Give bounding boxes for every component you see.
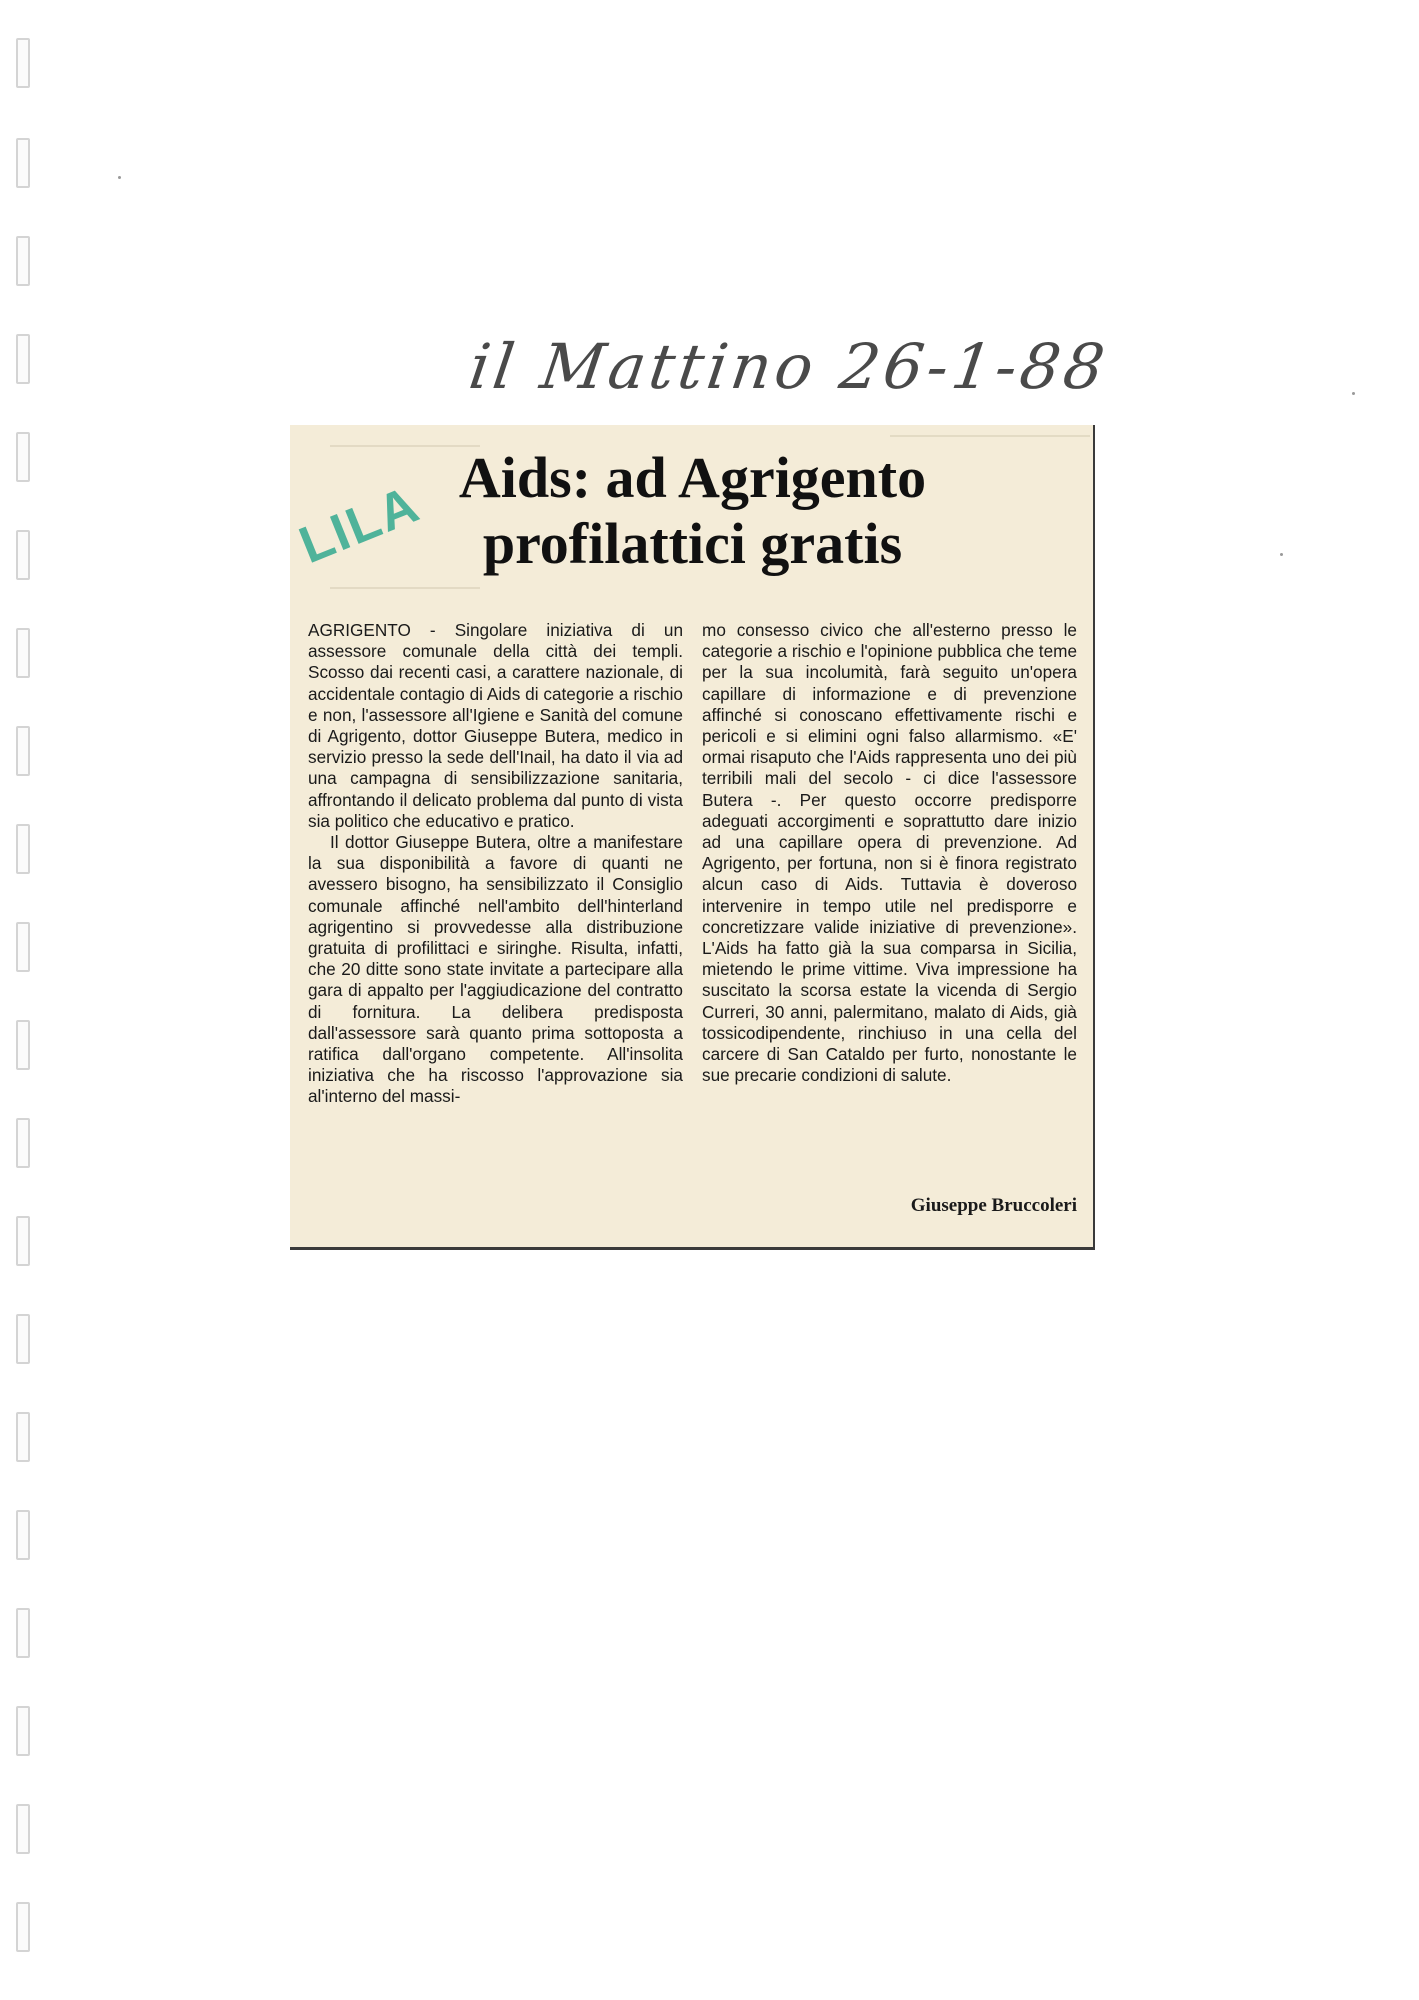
newspaper-clipping [290,425,1095,1250]
binder-hole [16,432,30,482]
lila-stamp: LILA [291,474,428,576]
dust-speck [118,176,121,179]
headline-line-1: Aids: ad Agrigento [458,445,927,510]
binder-hole [16,922,30,972]
dust-speck [1352,392,1355,395]
binder-hole [16,726,30,776]
binder-hole [16,1020,30,1070]
paragraph: AGRIGENTO - Singolare iniziativa di un assessore comunale della città dei templi. Scosso dai recenti casi, a carattere nazionale, di accidentale contagio di Aids di categorie a rischio e non, l'assessore all'Igiene e Sanità del comune di Agrigento, dottor Giuseppe Butera, medico in servizio presso la sede dell'Inail, ha dato il via ad una campagna di sensibilizzazione sanitaria, affrontando il delicato problema dal punto di vista sia politico che educativo e pratico. [308,620,683,831]
article-column-left [308,620,683,1108]
dust-speck [1280,553,1283,556]
binder-hole [16,1118,30,1168]
binder-hole [16,1412,30,1462]
binder-hole [16,1216,30,1266]
binder-hole [16,530,30,580]
article-headline [290,445,1095,577]
handwritten-source-note: il Mattino 26-1-88 [464,330,1113,403]
paragraph: Il dottor Giuseppe Butera, oltre a manifestare la sua disponibilità a favore di quanti ne avessero bisogno, ha sensibilizzato il Consiglio comunale affinché nell'ambito dell'hinterland agrigentino si provvedesse alla distribuzione gratuita di profilittaci e siringhe. Risulta, infatti, che 20 ditte sono state invitate a partecipare alla gara di appalto per l'aggiudicazione del contratto di fornitura. La delibera predisposta dall'assessore sarà quanto prima sottoposta a ratifica dall'organo competente. All'insolita iniziativa che ha riscosso l'approvazione sia al'interno del massi- [308,832,683,1107]
binder-hole [16,1510,30,1560]
article-column-right [702,620,1077,1086]
headline-line-2: profilattici gratis [482,511,903,576]
binder-hole [16,1706,30,1756]
binder-hole [16,824,30,874]
binder-hole [16,236,30,286]
binder-hole [16,1314,30,1364]
binder-hole [16,1804,30,1854]
binder-hole [16,38,30,88]
binder-hole [16,1902,30,1952]
paragraph: mo consesso civico che all'esterno presso le categorie a rischio e l'opinione pubblica che teme per la sua incolumità, farà seguito un'opera capillare di informazione e di prevenzione affinché si conoscano effettivamente rischi e pericoli e si elimini ogni falso allarmismo. «E' ormai risaputo che l'Aids rappresenta uno dei più terribili mali del secolo - ci dice l'assessore Butera -. Per questo occorre predisporre adeguati accorgimenti e soprattutto dare inizio ad una capillare opera di prevenzione. Ad Agrigento, per fortuna, non si è finora registrato alcun caso di Aids. Tuttavia è doveroso intervenire in tempo utile nel predisporre e concretizzare valide iniziative di prevenzione». L'Aids ha fatto già la sua comparsa in Sicilia, mietendo le prime vittime. Viva impressione ha suscitato la scorsa estate la vicenda di Sergio Curreri, 30 anni, palermitano, malato di Aids, già tossicodipendente, rinchiuso in una cella del carcere di San Cataldo per furto, nonostante le sue precarie condizioni di salute. [702,620,1077,1086]
binder-hole [16,1608,30,1658]
binder-hole [16,138,30,188]
binder-hole [16,628,30,678]
binder-hole [16,334,30,384]
article-byline: Giuseppe Bruccoleri [910,1195,1077,1216]
